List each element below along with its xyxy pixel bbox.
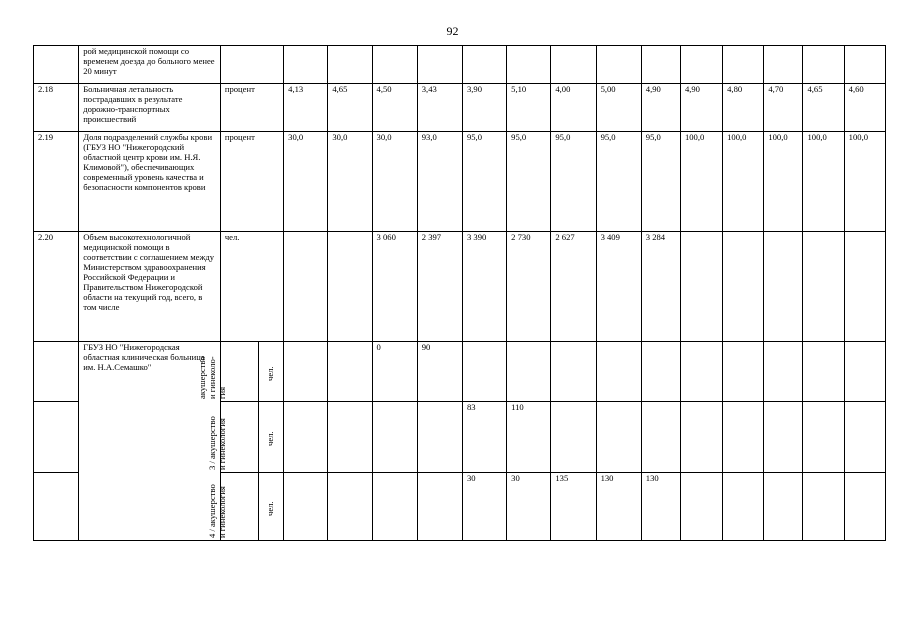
value-cell <box>596 402 641 473</box>
value-cell <box>803 232 844 342</box>
cell-unit <box>220 46 283 84</box>
value-cell <box>328 46 372 84</box>
value-cell: 3 284 <box>641 232 680 342</box>
table-row <box>34 342 886 402</box>
value-cell <box>284 402 328 473</box>
value-cell <box>328 232 372 342</box>
value-cell: 4,70 <box>764 84 803 132</box>
value-cell <box>284 232 328 342</box>
indicator-name: Больничная летальность пострадавших в результате дорожно-транспортных происшествий <box>79 84 221 132</box>
cell-num <box>34 402 79 473</box>
value-cell: 4,90 <box>641 84 680 132</box>
value-cell <box>764 473 803 541</box>
value-cell <box>680 402 722 473</box>
unit-label: процент <box>220 132 283 232</box>
value-cell: 93,0 <box>417 132 462 232</box>
value-cell: 4,60 <box>844 84 885 132</box>
value-cell <box>551 402 596 473</box>
value-cell: 4,00 <box>551 84 596 132</box>
value-cell: 0 <box>372 342 417 402</box>
value-cell: 4,90 <box>680 84 722 132</box>
value-cell <box>803 342 844 402</box>
value-cell: 2 397 <box>417 232 462 342</box>
value-cell <box>680 473 722 541</box>
profile-cell: 4 / акушерство и гинекология <box>220 473 258 541</box>
value-cell <box>462 46 506 84</box>
value-cell: 3,90 <box>462 84 506 132</box>
value-cell: 30,0 <box>328 132 372 232</box>
value-cell <box>462 342 506 402</box>
page-number: 92 <box>446 24 459 38</box>
value-cell: 3 390 <box>462 232 506 342</box>
value-cell <box>723 402 764 473</box>
value-cell <box>680 232 722 342</box>
value-cell <box>803 473 844 541</box>
value-cell <box>596 46 641 84</box>
cell-num <box>34 473 79 541</box>
value-cell: 4,80 <box>723 84 764 132</box>
unit-cell: чел. <box>259 402 284 473</box>
value-cell <box>764 46 803 84</box>
value-cell: 3 060 <box>372 232 417 342</box>
value-cell <box>680 46 722 84</box>
profile-cell: 3 / акушерство и гинекология <box>220 402 258 473</box>
unit-cell: чел. <box>259 342 284 402</box>
value-cell <box>844 46 885 84</box>
value-cell <box>723 342 764 402</box>
value-cell <box>723 232 764 342</box>
value-cell <box>417 402 462 473</box>
table-row <box>34 84 886 132</box>
value-cell <box>507 46 551 84</box>
value-cell: 100,0 <box>844 132 885 232</box>
indicators-table <box>33 45 886 541</box>
value-cell: 4,13 <box>284 84 328 132</box>
value-cell: 30,0 <box>284 132 328 232</box>
value-cell: 2 730 <box>507 232 551 342</box>
value-cell <box>723 473 764 541</box>
value-cell <box>284 46 328 84</box>
value-cell <box>372 473 417 541</box>
institution-name: ГБУЗ НО "Нижегородская областная клиническая больница им. Н.А.Семашко" <box>79 342 221 541</box>
value-cell: 100,0 <box>680 132 722 232</box>
value-cell: 95,0 <box>507 132 551 232</box>
value-cell: 4,65 <box>803 84 844 132</box>
cell-num <box>34 342 79 402</box>
value-cell: 3,43 <box>417 84 462 132</box>
value-cell: 90 <box>417 342 462 402</box>
value-cell <box>328 342 372 402</box>
value-cell: 100,0 <box>723 132 764 232</box>
value-cell: 135 <box>551 473 596 541</box>
value-cell <box>372 46 417 84</box>
unit-cell: чел. <box>259 473 284 541</box>
value-cell: 5,00 <box>596 84 641 132</box>
value-cell: 5,10 <box>507 84 551 132</box>
value-cell <box>641 402 680 473</box>
value-cell: 83 <box>462 402 506 473</box>
value-cell: 100,0 <box>803 132 844 232</box>
value-cell: 100,0 <box>764 132 803 232</box>
value-cell: 30,0 <box>372 132 417 232</box>
value-cell <box>803 402 844 473</box>
value-cell <box>551 46 596 84</box>
value-cell <box>284 342 328 402</box>
indicator-name: Объем высокотехнологичной медицинской помощи в соответствии с соглашением между Министерством здравоохранения Российской Федерации и Правительством Нижегородской области на текущий год, всего, в том числе <box>79 232 221 342</box>
value-cell: 130 <box>596 473 641 541</box>
value-cell <box>551 342 596 402</box>
value-cell <box>641 46 680 84</box>
value-cell <box>764 232 803 342</box>
value-cell <box>507 342 551 402</box>
value-cell: 2 627 <box>551 232 596 342</box>
value-cell <box>328 473 372 541</box>
table-row <box>34 132 886 232</box>
value-cell: 95,0 <box>596 132 641 232</box>
value-cell <box>328 402 372 473</box>
unit-label: чел. <box>220 232 283 342</box>
unit-label: процент <box>220 84 283 132</box>
value-cell <box>596 342 641 402</box>
value-cell <box>680 342 722 402</box>
value-cell <box>803 46 844 84</box>
row-number: 2.20 <box>34 232 79 342</box>
indicator-name: Доля подразделений службы крови (ГБУЗ НО "Нижегородский областной центр крови им. Н.Я. Климовой"), обеспечивающих современный уровень качества и безопасности компонентов крови <box>79 132 221 232</box>
value-cell <box>417 46 462 84</box>
table-row <box>34 46 886 84</box>
row-number: 2.19 <box>34 132 79 232</box>
value-cell <box>284 473 328 541</box>
value-cell: 130 <box>641 473 680 541</box>
value-cell: 95,0 <box>641 132 680 232</box>
value-cell: 30 <box>462 473 506 541</box>
value-cell <box>844 402 885 473</box>
value-cell: 4,50 <box>372 84 417 132</box>
cell-num <box>34 46 79 84</box>
value-cell <box>844 342 885 402</box>
value-cell <box>844 232 885 342</box>
value-cell <box>844 473 885 541</box>
value-cell: 3 409 <box>596 232 641 342</box>
value-cell <box>641 342 680 402</box>
value-cell <box>723 46 764 84</box>
value-cell <box>417 473 462 541</box>
value-cell <box>372 402 417 473</box>
value-cell: 95,0 <box>551 132 596 232</box>
value-cell: 4,65 <box>328 84 372 132</box>
value-cell <box>764 402 803 473</box>
value-cell: 110 <box>507 402 551 473</box>
row-number: 2.18 <box>34 84 79 132</box>
value-cell: 30 <box>507 473 551 541</box>
value-cell <box>764 342 803 402</box>
indicator-name: рой медицинской помощи со временем доезда до больного менее 20 минут <box>79 46 221 84</box>
table-row <box>34 232 886 342</box>
profile-cell: акушерство и гинеколо- гия <box>220 342 258 402</box>
value-cell: 95,0 <box>462 132 506 232</box>
